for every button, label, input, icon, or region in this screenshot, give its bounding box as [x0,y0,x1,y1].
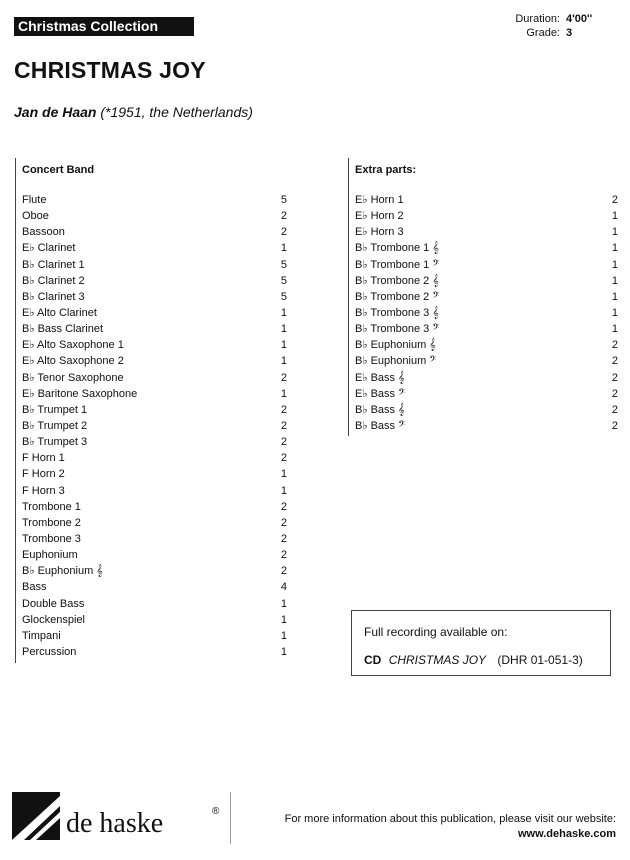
grade-label: Grade: [526,27,560,39]
part-name: Glockenspiel [22,613,85,626]
part-name: E♭ Alto Saxophone 2 [22,355,124,368]
part-name: F Horn 3 [22,484,65,497]
part-row [355,386,618,402]
part-count: 1 [280,387,287,400]
extra-parts-list [355,192,618,434]
part-name: E♭ Bass 𝄢 [355,387,406,400]
logo-divider [230,792,231,844]
part-row [22,353,287,369]
part-count: 2 [280,500,287,513]
part-count: 2 [280,565,287,578]
part-count: 2 [611,387,618,400]
part-row [22,418,287,434]
concert-band-heading: Concert Band [22,164,95,176]
part-count: 1 [611,306,618,319]
part-row [22,257,287,273]
duration-value: 4'00'' [566,13,593,25]
part-count: 2 [611,194,618,206]
part-name: E♭ Horn 3 [355,226,404,239]
part-count: 1 [280,306,287,319]
part-count: 1 [611,290,618,303]
piece-meta [515,12,600,40]
part-count: 4 [280,581,287,594]
part-row [22,644,287,660]
part-name: B♭ Clarinet 3 [22,290,85,303]
part-name: B♭ Trombone 2 𝄢 [355,290,440,303]
part-count: 2 [280,419,287,432]
part-name: B♭ Clarinet 2 [22,274,85,287]
part-name: B♭ Trombone 3 𝄞 [355,306,439,319]
part-count: 1 [280,323,287,336]
part-count: 2 [280,436,287,449]
part-count: 2 [611,339,618,352]
part-name: Percussion [22,645,77,658]
part-row [22,466,287,482]
part-row [22,531,287,547]
part-count: 2 [280,403,287,416]
part-name: Trombone 2 [22,516,81,529]
part-row [355,418,618,434]
part-row [22,386,287,402]
part-name: B♭ Trumpet 1 [22,403,88,416]
part-row [22,547,287,563]
part-count: 2 [280,549,287,562]
page-title: CHRISTMAS JOY [14,57,206,83]
part-name: Euphonium [22,549,78,562]
part-row [22,434,287,450]
part-count: 5 [280,274,287,287]
part-count: 1 [611,226,618,239]
part-row [355,224,618,240]
part-name: Trombone 3 [22,532,81,545]
part-row [22,273,287,289]
part-count: 2 [611,419,618,432]
part-row [355,402,618,418]
part-count: 2 [611,355,618,368]
part-name: Flute [22,194,47,206]
part-count: 1 [611,323,618,336]
part-name: B♭ Euphonium 𝄞 [22,565,103,578]
part-count: 5 [280,290,287,303]
part-count: 1 [611,258,618,271]
part-row [22,483,287,499]
part-name: Bassoon [22,226,65,239]
part-count: 2 [611,371,618,384]
part-name: B♭ Bass 𝄞 [355,403,405,416]
part-row [355,192,618,208]
part-name: B♭ Trumpet 2 [22,419,88,432]
series-badge: Christmas Collection [14,17,194,36]
part-row [22,579,287,595]
part-row [22,240,287,256]
part-name: F Horn 2 [22,468,65,481]
part-name: E♭ Alto Clarinet [22,306,97,319]
cd-label: CD [364,653,382,667]
registered-mark: ® [212,806,220,817]
part-count: 2 [280,371,287,384]
part-count: 2 [280,532,287,545]
duration-row [515,12,600,26]
part-row [22,450,287,466]
part-row [355,240,618,256]
part-name: Trombone 1 [22,500,81,513]
part-name: Timpani [22,629,61,642]
composer-name: Jan de Haan [14,104,97,120]
composer-details: (*1951, the Netherlands) [100,104,253,120]
part-name: E♭ Horn 1 [355,194,404,206]
part-count: 1 [280,242,287,255]
part-name: Oboe [22,210,49,223]
part-name: E♭ Bass 𝄞 [355,371,405,384]
part-name: B♭ Bass 𝄢 [355,419,406,432]
part-row [355,305,618,321]
part-row [22,499,287,515]
part-row [355,208,618,224]
part-count: 1 [280,597,287,610]
part-name: B♭ Euphonium 𝄢 [355,355,437,368]
part-count: 1 [280,613,287,626]
part-name: Double Bass [22,597,85,610]
part-name: B♭ Clarinet 1 [22,258,85,271]
part-row [355,337,618,353]
part-row [22,337,287,353]
part-row [22,289,287,305]
part-row [355,321,618,337]
part-count: 5 [280,194,287,206]
part-count: 1 [611,242,618,255]
publisher-logo [12,792,227,844]
footer-info-text: For more information about this publication, please visit our website: [284,813,616,825]
part-count: 2 [280,226,287,239]
recording-cd-line [364,653,583,667]
part-row [355,257,618,273]
part-row [22,596,287,612]
part-row [355,289,618,305]
part-name: B♭ Trombone 3 𝄢 [355,323,440,336]
part-count: 1 [280,468,287,481]
part-row [22,305,287,321]
part-row [22,224,287,240]
part-name: F Horn 1 [22,452,65,465]
part-name: B♭ Trombone 2 𝄞 [355,274,439,287]
part-name: E♭ Baritone Saxophone [22,387,138,400]
concert-band-column [15,158,287,663]
part-name: E♭ Horn 2 [355,210,404,223]
extra-parts-column [348,158,618,436]
grade-row [515,26,600,40]
part-count: 1 [280,629,287,642]
part-count: 1 [280,645,287,658]
part-name: E♭ Clarinet [22,242,76,255]
part-count: 2 [280,210,287,223]
part-name: E♭ Alto Saxophone 1 [22,339,124,352]
part-count: 1 [611,274,618,287]
part-count: 5 [280,258,287,271]
part-row [22,370,287,386]
part-name: B♭ Trombone 1 𝄞 [355,242,439,255]
cd-code: (DHR 01-051-3) [497,653,583,667]
extra-parts-heading: Extra parts: [355,164,417,176]
part-count: 2 [280,452,287,465]
recording-box [351,610,611,676]
part-row [22,321,287,337]
footer-info [285,812,616,842]
part-name: B♭ Trombone 1 𝄢 [355,258,440,271]
part-count: 1 [611,210,618,223]
grade-value: 3 [566,27,573,39]
composer-line [14,104,253,120]
part-row [22,192,287,208]
part-row [22,628,287,644]
part-name: B♭ Trumpet 3 [22,436,88,449]
part-row [355,273,618,289]
recording-intro: Full recording available on: [364,625,508,639]
part-row [22,563,287,579]
website-link[interactable]: www.dehaske.com [517,828,616,840]
publisher-logo-mark-icon [12,792,60,840]
part-name: Bass [22,581,47,594]
part-count: 2 [280,516,287,529]
part-count: 2 [611,403,618,416]
part-row [22,208,287,224]
part-row [22,612,287,628]
part-count: 1 [280,484,287,497]
publisher-logo-text: de haske [66,808,164,839]
part-name: B♭ Bass Clarinet [22,323,103,336]
part-row [355,370,618,386]
part-count: 1 [280,355,287,368]
duration-label: Duration: [515,13,560,25]
part-name: B♭ Euphonium 𝄞 [355,339,436,352]
part-row [22,402,287,418]
part-row [22,515,287,531]
part-name: B♭ Tenor Saxophone [22,371,124,384]
part-count: 1 [280,339,287,352]
concert-band-parts-list [22,192,287,660]
part-row [355,353,618,369]
cd-title: CHRISTMAS JOY [388,653,487,667]
